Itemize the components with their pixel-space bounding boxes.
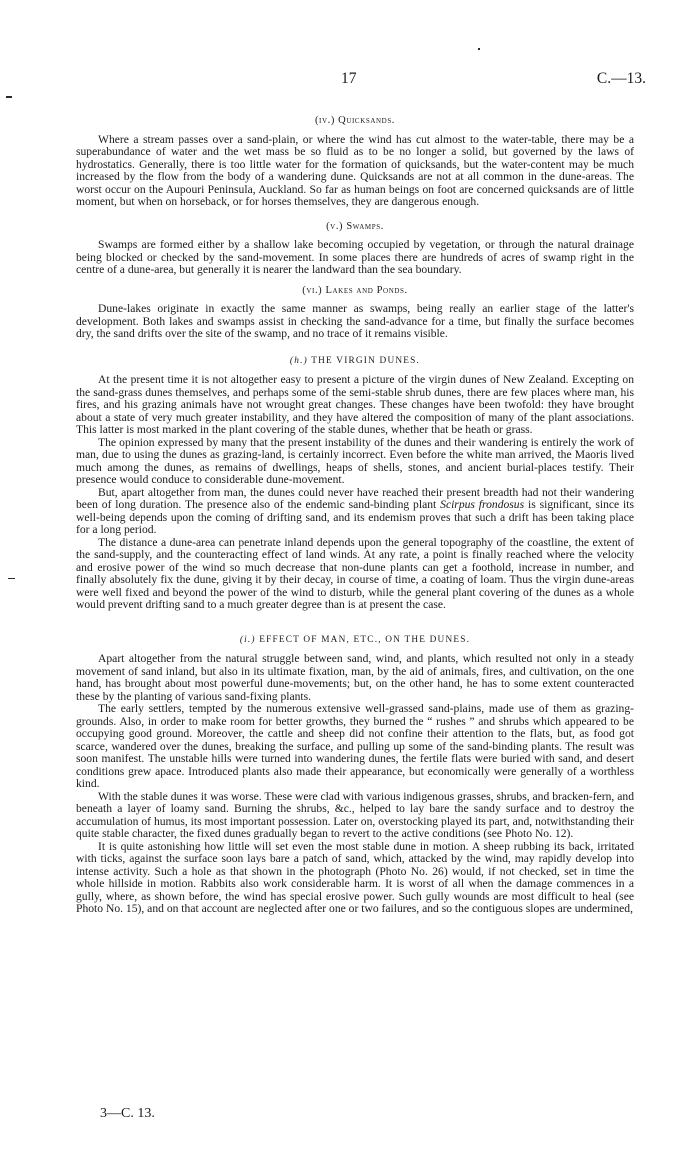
scan-mark xyxy=(8,578,15,579)
paragraph: But, apart altogether from man, the dunes could never have reached their present breadth had not their wandering been of long duration. The presence also of the endemic sand-binding plant Scirpus frondosus is significant, since its well-being depends upon the coming of drifting sand, and its endemism proves that such a drift has been taking place for a long period. xyxy=(76,485,634,536)
paragraph: The early settlers, tempted by the numerous extensive well-grassed sand-plains, made use of them as grazing-grounds. Also, in order to make room for better growths, they burned the “ rushes ” and shrubs which appeared to be occupying good ground. Moreover, the cattle and sheep did not confine their attention to the flats, but, as food got scarce, wandered over the dunes, breaking the surface, and pulling up some of the sand-binding plants. The result was soon manifest. The unstable hills were turned into wandering dunes, the fertile flats were buried with sand, and desert conditions grew apace. Introduced plants also made their appearance, but economically were generally of a worthless kind. xyxy=(76,702,634,790)
paragraph: It is quite astonishing how little will set even the most stable dune in motion. A sheep rubbing its back, irritated with ticks, against the surface soon lays bare a patch of sand, which, attacked by the wind, may rapidly develop into intense activity. Such a hole as that shown in the photograph (Photo No. 26) would, if not checked, set in time the whole hillside in motion. Rabbits also work considerable harm. It is worst of all when the damage commences in a gully, where, as shown before, the wind has special erosive power. Such gully wounds are most difficult to heal (see Photo No. 15), and on that account are neglected after one or two failures, and so the contiguous slopes are undermined, xyxy=(76,839,634,915)
paragraph: Swamps are formed either by a shallow lake becoming occupied by vegetation, or through the natural drainage being blocked or checked by the sand-movement. In some places there are hundreds of acres of swamp right in the centre of a dune-area, but generally it is nearer the landward than the sea boundary. xyxy=(76,238,634,276)
species-name: Scirpus frondosus xyxy=(440,498,525,511)
paragraph: Dune-lakes originate in exactly the same manner as swamps, being really an earlier stage of the latter's development. Both lakes and swamps assist in checking the sand-advance for a time, but finally the surface becomes dry, the sand drifts over the site of the swamp, and no trace of it remains visible. xyxy=(76,302,634,340)
section-heading-quicksands: (iv.) Quicksands. xyxy=(314,115,396,126)
section-heading-virgin-dunes: (h.) THE VIRGIN DUNES. xyxy=(289,355,421,366)
scan-mark xyxy=(6,96,12,98)
paragraph: At the present time it is not altogether easy to present a picture of the virgin dunes of New Zealand. Excepting on the sand-grass dunes themselves, and perhaps some of the semi-stable shrub dunes, there are few places where man, his fires, and his grazing animals have not wrought great changes. These changes have been twofold: they have brought about a state of very much greater instability, and they have altered the composition of many of the plant associations. This latter is most marked in the plant covering of the stable dunes, whether that be heath or grass. xyxy=(76,373,634,436)
paragraph: Apart altogether from the natural struggle between sand, wind, and plants, which resulted not only in a steady movement of sand inland, but also in its ultimate fixation, man, by the aid of animals, fires, and cultivation, on the one hand, has brought about most powerful dune-movements; but, on the other hand, he has to some extent counteracted these by the planting of various sand-fixing plants. xyxy=(76,652,634,703)
paragraph: With the stable dunes it was worse. These were clad with various indigenous grasses, shrubs, and bracken-fern, and beneath a layer of loamy sand. Burning the shrubs, &c., helped to lay bare the sandy surface and to destroy the accumulation of humus, its most important possession. Later on, overstocking played its part, and, notwithstanding their quite stable character, the fixed dunes gradually began to revert to the active conditions (see Photo No. 12). xyxy=(76,789,634,840)
footer-signature: 3—C. 13. xyxy=(100,1106,155,1121)
paragraph: The opinion expressed by many that the present instability of the dunes and their wandering is entirely the work of man, due to using the dunes as grazing-land, is certainly incorrect. Even before the white man arrived, the Maoris lived much among the dunes, as remains of dwellings, heaps of shells, stones, and ancient burial-places testify. Their presence would conduce to considerable dune-movement. xyxy=(76,435,634,486)
section-heading-lakes: (vi.) Lakes and Ponds. xyxy=(302,284,408,296)
document-reference: C.—13. xyxy=(596,70,646,87)
body-text xyxy=(76,107,634,916)
paragraph: Where a stream passes over a sand-plain, or where the wind has cut almost to the water-table, there may be a superabundance of water and the wet mass be so fluid as to be no longer a solid, but governed by the laws of hydrostatics. Generally, there is too little water for the formation of quicksands, but the water-content may be much increased by the flow from the body of a wandering dune. Quicksands are not at all common in the dune-areas. The worst occur on the Aupouri Peninsula, Auckland. So far as human beings on foot are concerned quicksands are of little moment, but when on horseback, or for horses themselves, they are dangerous enough. xyxy=(76,132,634,208)
paragraph: The distance a dune-area can penetrate inland depends upon the general topography of the coastline, the extent of the sand-supply, and the counteracting effect of land winds. At any rate, a point is finally reached where the velocity and erosive power of the wind so much decrease that non-dune plants can get a foothold, increase in number, and finally absolutely fix the dune, giving it by their decay, in course of time, a coating of loam. Thus the virgin dune-areas were well fixed and beyond the power of the wind to disturb, while the general plant covering of the dunes as a whole would prevent drifting sand to a much greater degree than is at present the case. xyxy=(76,535,634,611)
section-heading-effect-of-man: (i.) EFFECT OF MAN, ETC., ON THE DUNES. xyxy=(239,634,471,645)
section-heading-swamps: (v.) Swamps. xyxy=(326,220,384,232)
scan-mark xyxy=(478,48,480,50)
page-number: 17 xyxy=(341,70,357,87)
